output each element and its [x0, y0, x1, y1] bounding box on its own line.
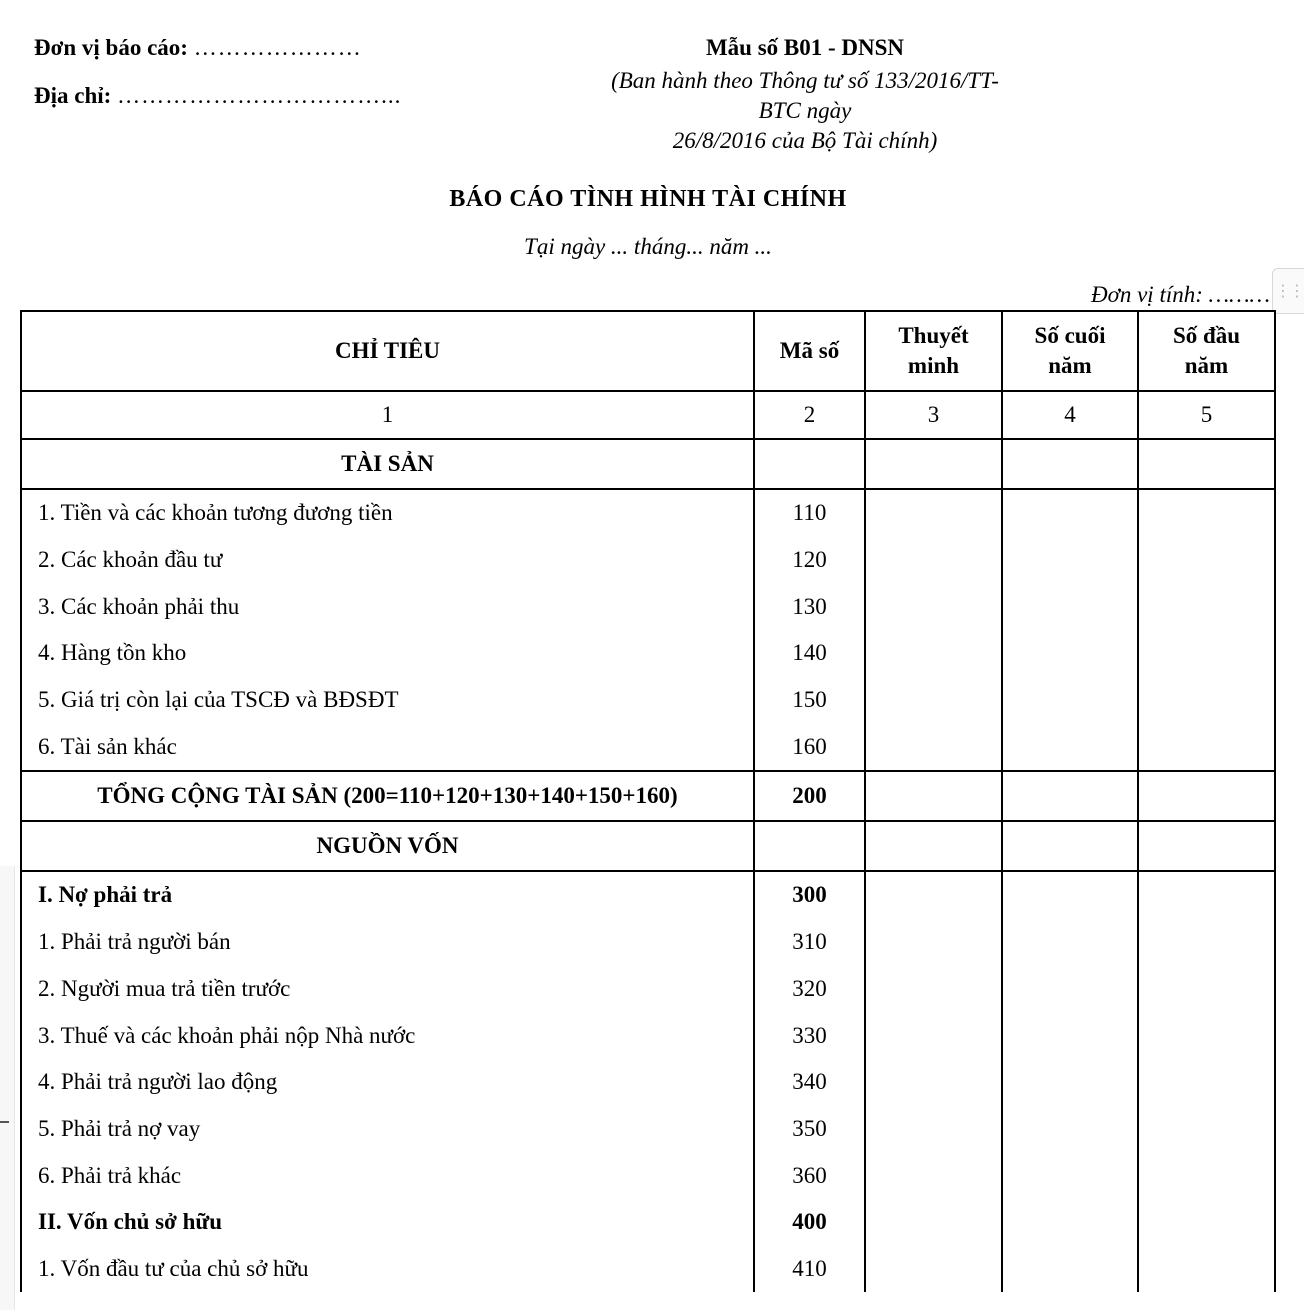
reporting-unit-line	[34, 30, 401, 78]
empty-cell	[865, 439, 1002, 489]
begin-value-cell	[1138, 1012, 1275, 1059]
row-code: 310	[754, 919, 865, 966]
end-value-cell	[1002, 1012, 1138, 1059]
total-assets-row	[21, 771, 1275, 821]
begin-value-cell	[1138, 966, 1275, 1013]
end-value-cell	[1002, 583, 1138, 630]
row-indicator: 4. Hàng tồn kho	[21, 630, 754, 677]
assets-section-row	[21, 439, 1275, 489]
note-cell	[865, 1106, 1002, 1153]
note-cell	[865, 723, 1002, 771]
report-title: BÁO CÁO TÌNH HÌNH TÀI CHÍNH	[449, 186, 847, 212]
header-code: Mã số	[754, 311, 865, 391]
row-code: 320	[754, 966, 865, 1013]
column-number-row	[21, 391, 1275, 439]
row-code: 330	[754, 1012, 865, 1059]
end-value-cell	[1002, 1059, 1138, 1106]
column-number: 1	[21, 391, 754, 439]
capital-section-row	[21, 821, 1275, 871]
header-begin-line-1: Số đầu	[1172, 323, 1241, 348]
end-value-cell	[1002, 677, 1138, 724]
margin-marker	[0, 1121, 9, 1123]
header-note-line-2: minh	[907, 353, 960, 378]
row-code: 140	[754, 630, 865, 677]
table-row	[21, 1199, 1275, 1246]
begin-value-cell	[1138, 871, 1275, 919]
empty-cell	[865, 821, 1002, 871]
page-margin-strip	[0, 866, 15, 1310]
form-reference-block	[600, 30, 1010, 156]
address-blank: ……………………………...	[117, 83, 402, 108]
note-cell	[865, 537, 1002, 584]
row-indicator: 3. Thuế và các khoản phải nộp Nhà nước	[21, 1012, 754, 1059]
begin-value-cell	[1138, 1152, 1275, 1199]
note-cell	[865, 583, 1002, 630]
end-value-cell	[1002, 630, 1138, 677]
end-value-cell	[1002, 771, 1138, 821]
form-note-line-2: 26/8/2016 của Bộ Tài chính)	[672, 128, 938, 153]
drag-handle-icon[interactable]: ⋮⋮	[1272, 268, 1304, 314]
row-indicator: 2. Các khoản đầu tư	[21, 537, 754, 584]
begin-value-cell	[1138, 630, 1275, 677]
begin-value-cell	[1138, 723, 1275, 771]
header-beginning-of-year	[1138, 311, 1275, 391]
total-assets-code: 200	[754, 771, 865, 821]
begin-value-cell	[1138, 677, 1275, 724]
note-cell	[865, 1246, 1002, 1293]
end-value-cell	[1002, 966, 1138, 1013]
reporting-unit-block	[34, 30, 401, 126]
note-cell	[865, 1059, 1002, 1106]
end-value-cell	[1002, 489, 1138, 537]
end-value-cell	[1002, 919, 1138, 966]
table-header-row	[21, 311, 1275, 391]
empty-cell	[1002, 439, 1138, 489]
form-note-line-1: (Ban hành theo Thông tư số 133/2016/TT-BTC ngày	[611, 68, 999, 123]
end-value-cell	[1002, 871, 1138, 919]
column-number: 4	[1002, 391, 1138, 439]
table-row	[21, 489, 1275, 537]
table-row	[21, 1059, 1275, 1106]
row-code: 360	[754, 1152, 865, 1199]
table-row	[21, 1152, 1275, 1199]
table-row	[21, 919, 1275, 966]
table-row	[21, 1012, 1275, 1059]
note-cell	[865, 1012, 1002, 1059]
empty-cell	[1138, 821, 1275, 871]
row-code: 130	[754, 583, 865, 630]
row-indicator: 5. Phải trả nợ vay	[21, 1106, 754, 1153]
currency-unit: Đơn vị tính: ………	[1090, 282, 1270, 307]
column-number: 5	[1138, 391, 1275, 439]
empty-cell	[1002, 821, 1138, 871]
table-row	[21, 583, 1275, 630]
reporting-unit-blank: …………………	[193, 35, 362, 60]
note-cell	[865, 677, 1002, 724]
end-value-cell	[1002, 537, 1138, 584]
reporting-unit-label: Đơn vị báo cáo:	[34, 35, 188, 60]
begin-value-cell	[1138, 1059, 1275, 1106]
table-row	[21, 871, 1275, 919]
table-row	[21, 966, 1275, 1013]
row-code: 160	[754, 723, 865, 771]
row-indicator: 1. Vốn đầu tư của chủ sở hữu	[21, 1246, 754, 1293]
total-assets-label: TỔNG CỘNG TÀI SẢN (200=110+120+130+140+150+160)	[21, 771, 754, 821]
address-line	[34, 78, 401, 126]
begin-value-cell	[1138, 1106, 1275, 1153]
note-cell	[865, 630, 1002, 677]
note-cell	[865, 966, 1002, 1013]
begin-value-cell	[1138, 1246, 1275, 1293]
row-code: 400	[754, 1199, 865, 1246]
assets-heading: TÀI SẢN	[21, 439, 754, 489]
empty-cell	[1138, 439, 1275, 489]
row-code: 150	[754, 677, 865, 724]
table-row	[21, 630, 1275, 677]
capital-heading: NGUỒN VỐN	[21, 821, 754, 871]
row-code: 340	[754, 1059, 865, 1106]
note-cell	[865, 871, 1002, 919]
note-cell	[865, 489, 1002, 537]
empty-cell	[754, 439, 865, 489]
row-indicator: 3. Các khoản phải thu	[21, 583, 754, 630]
begin-value-cell	[1138, 1199, 1275, 1246]
header-end-line-2: năm	[1048, 353, 1092, 378]
table-row	[21, 1106, 1275, 1153]
begin-value-cell	[1138, 583, 1275, 630]
note-cell	[865, 919, 1002, 966]
report-date: Tại ngày ... tháng... năm ...	[524, 234, 772, 259]
begin-value-cell	[1138, 771, 1275, 821]
row-code: 110	[754, 489, 865, 537]
note-cell	[865, 771, 1002, 821]
row-code: 120	[754, 537, 865, 584]
row-indicator: 1. Phải trả người bán	[21, 919, 754, 966]
table-row	[21, 723, 1275, 771]
row-indicator: 2. Người mua trả tiền trước	[21, 966, 754, 1013]
row-code: 350	[754, 1106, 865, 1153]
end-value-cell	[1002, 723, 1138, 771]
form-code: Mẫu số B01 - DNSN	[705, 35, 905, 60]
row-code: 300	[754, 871, 865, 919]
row-indicator: I. Nợ phải trả	[21, 871, 754, 919]
column-number: 2	[754, 391, 865, 439]
note-cell	[865, 1152, 1002, 1199]
table-row	[21, 537, 1275, 584]
end-value-cell	[1002, 1152, 1138, 1199]
row-indicator: 5. Giá trị còn lại của TSCĐ và BĐSĐT	[21, 677, 754, 724]
end-value-cell	[1002, 1246, 1138, 1293]
row-indicator: 6. Phải trả khác	[21, 1152, 754, 1199]
header-indicator: CHỈ TIÊU	[21, 311, 754, 391]
begin-value-cell	[1138, 537, 1275, 584]
header-end-line-1: Số cuối	[1034, 323, 1106, 348]
table-row	[21, 1246, 1275, 1293]
header-begin-line-2: năm	[1184, 353, 1229, 378]
row-indicator: 4. Phải trả người lao động	[21, 1059, 754, 1106]
row-code: 410	[754, 1246, 865, 1293]
begin-value-cell	[1138, 489, 1275, 537]
row-indicator: II. Vốn chủ sở hữu	[21, 1199, 754, 1246]
table-row	[21, 677, 1275, 724]
empty-cell	[754, 821, 865, 871]
header-note-line-1: Thuyết	[898, 323, 969, 348]
header-note	[865, 311, 1002, 391]
address-label: Địa chỉ:	[34, 83, 112, 108]
row-indicator: 1. Tiền và các khoản tương đương tiền	[21, 489, 754, 537]
financial-position-table	[20, 310, 1276, 1292]
end-value-cell	[1002, 1106, 1138, 1153]
row-indicator: 6. Tài sản khác	[21, 723, 754, 771]
note-cell	[865, 1199, 1002, 1246]
begin-value-cell	[1138, 919, 1275, 966]
end-value-cell	[1002, 1199, 1138, 1246]
column-number: 3	[865, 391, 1002, 439]
header-end-of-year	[1002, 311, 1138, 391]
